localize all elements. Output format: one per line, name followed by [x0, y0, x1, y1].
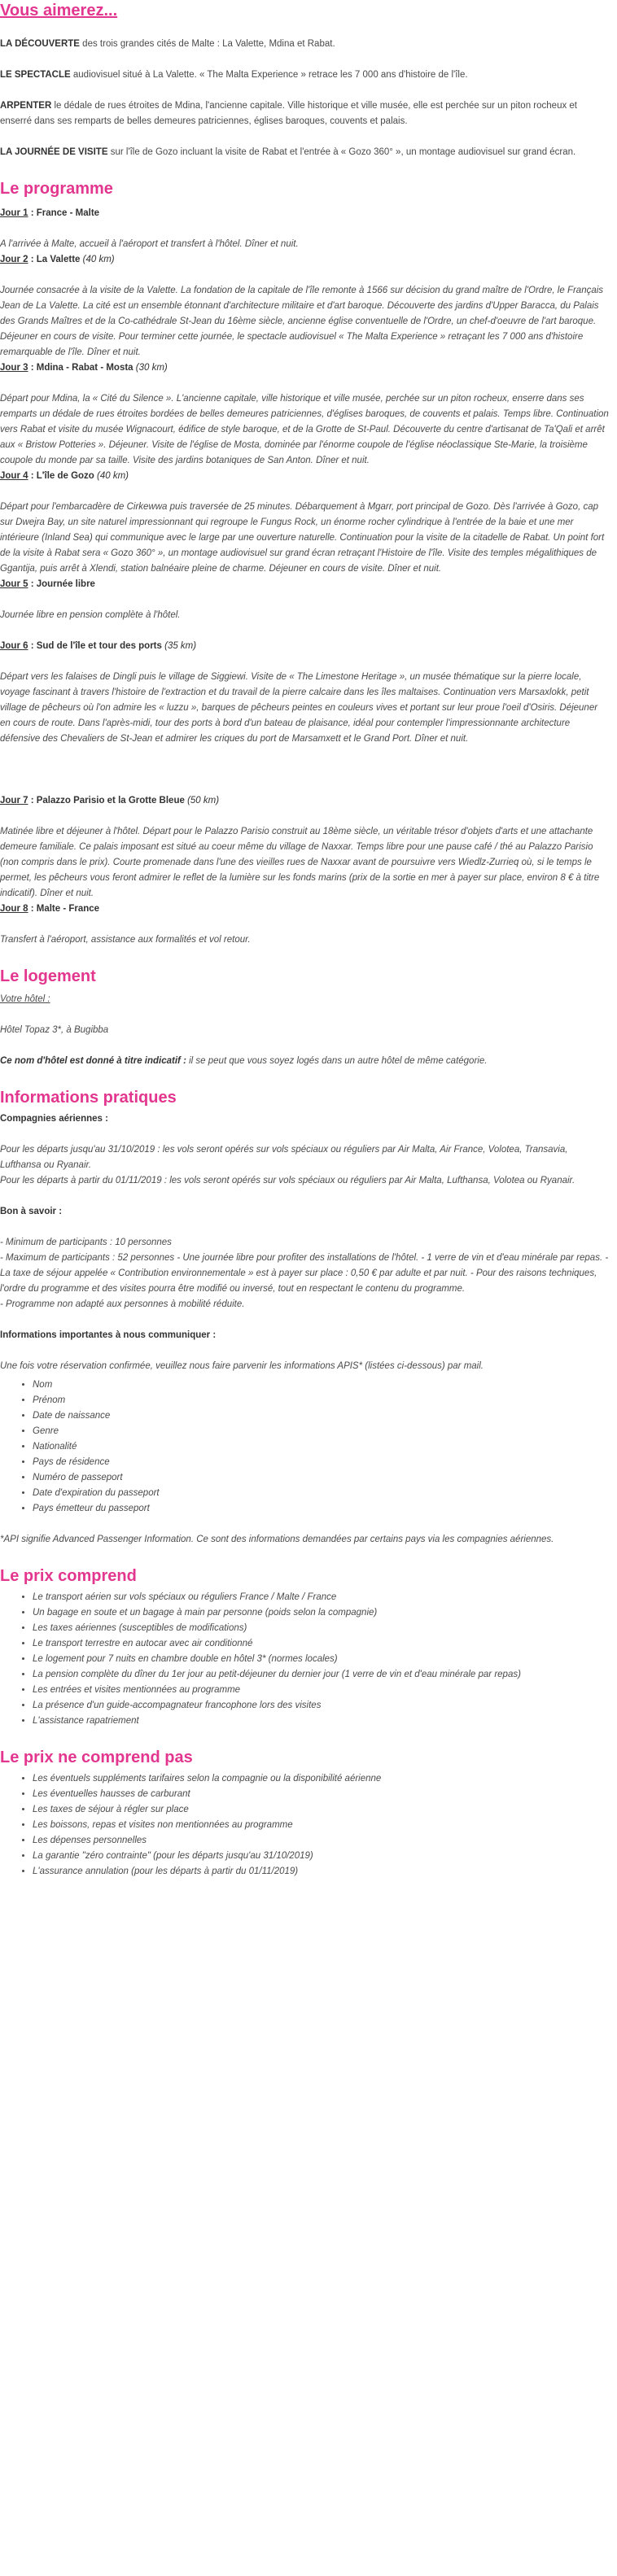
- list-item: • Les taxes aériennes (susceptibles de modifications): [33, 1621, 610, 1636]
- day-title: [0, 793, 610, 809]
- day-number: Jour 5: [0, 579, 28, 589]
- included-list: [0, 1590, 610, 1729]
- airlines-label: Compagnies aériennes :: [0, 1114, 108, 1124]
- section-title-infos: Informations pratiques: [0, 1089, 177, 1107]
- day-distance: (50 km): [184, 796, 220, 806]
- day-name: : La Valette: [28, 255, 81, 264]
- hotel-note-text: il se peut que vous soyez logés dans un autre hôtel de même catégorie.: [186, 1056, 488, 1066]
- highlight-paragraph: [0, 98, 610, 129]
- list-item: • Un bagage en soute et un bagage à main par personne (poids selon la compagnie): [33, 1605, 610, 1621]
- good-to-know-text: - Maximum de participants : 52 personnes - Une journée libre pour profiter des installations de l'hôtel. - 1 verre de vin et d'eau minérale par repas. - La taxe de séjour appelée « Contribution environnementale » est à payer sur place : 0,50 € par adulte et par nuit. - Pour des raisons techniques, l'ordre du programme et des visites pourra être modifié ou inversé, tout en respectant le contenu du programme.: [0, 1253, 609, 1294]
- hotel-note: [0, 1054, 610, 1069]
- day-name: : Malte - France: [28, 904, 100, 914]
- day-number: Jour 8: [0, 904, 28, 914]
- section-infos: [0, 1087, 610, 1548]
- day-name: : Palazzo Parisio et la Grotte Bleue: [28, 796, 185, 806]
- apis-list: [0, 1378, 610, 1517]
- day-title: [0, 902, 610, 917]
- day-description: Départ pour Mdina, la « Cité du Silence ». L'ancienne capitale, ville historique et ville musée, perchée sur un piton rocheux, enserre dans ses remparts un dédale de rues étroites bordées de belles demeures patriciennes, d'églises baroques, de couvents et palais. Temps libre. Continuation vers Rabat et visite du musée Wignacourt, édifice de style baroque, et de la Grotte de St-Paul. Découverte du centre d'artisanat de Ta'Qali et arrêt aux « Bristow Potteries ». Déjeuner. Visite de l'église de Mosta, dominée par l'énorme coupole de l'église néoclassique Ste-Marie, la troisième coupole du monde par sa taille. Visite des jardins botaniques de San Anton. Dîner et nuit.: [0, 394, 609, 465]
- section-logement: [0, 966, 610, 1069]
- airlines-text: Pour les départs jusqu'au 31/10/2019 : les vols seront opérés sur vols spéciaux ou réguliers par Air Malta, Air France, Volotea, Transavia, Lufthansa ou Ryanair.: [0, 1145, 568, 1170]
- list-item: • Les dépenses personnelles: [33, 1833, 610, 1849]
- highlight-text: le dédale de rues étroites de Mdina, l'ancienne capitale. Ville historique et ville musée, elle est perchée sur un piton rocheux et enserré dans ses remparts de belles demeures patriciennes, églises baroques, couvents et palais.: [0, 101, 577, 126]
- highlight-paragraph: [0, 37, 610, 52]
- airlines-text: Pour les départs à partir du 01/11/2019 : les vols seront opérés sur vols spéciaux ou réguliers par Air Malta, Lufthansa, Volotea ou Ryanair.: [0, 1176, 575, 1185]
- section-title-aimerez: Vous aimerez...: [0, 2, 118, 20]
- day-name: : Mdina - Rabat - Mosta: [28, 363, 133, 373]
- apis-note: *API signifie Advanced Passenger Information. Ce sont des informations demandées par certains pays via les compagnies aériennes.: [0, 1535, 554, 1544]
- list-item: • Nationalité: [33, 1439, 610, 1455]
- highlight-text: des trois grandes cités de Malte : La Valette, Mdina et Rabat.: [79, 39, 335, 49]
- list-item: • Le transport terrestre en autocar avec air conditionné: [33, 1636, 610, 1652]
- list-item: • L'assistance rapatriement: [33, 1714, 610, 1729]
- section-prix-non-comprend: [0, 1747, 610, 1880]
- day-name: : L'île de Gozo: [28, 471, 94, 481]
- list-item: • Pays émetteur du passeport: [33, 1501, 610, 1517]
- highlight-text: audiovisuel situé à La Valette. « The Malta Experience » retrace les 7 000 ans d'histoire de l'île.: [70, 70, 468, 80]
- day-name: : Journée libre: [28, 579, 95, 589]
- list-item: • Genre: [33, 1424, 610, 1439]
- list-item: • La pension complète du dîner du 1er jour au petit-déjeuner du dernier jour (1 verre de vin et d'eau minérale par repas): [33, 1667, 610, 1683]
- section-title-logement: Le logement: [0, 967, 96, 985]
- day-title: [0, 469, 610, 484]
- section-prix-comprend: [0, 1565, 610, 1729]
- section-title-comprend: Le prix comprend: [0, 1567, 137, 1585]
- list-item: • Date d'expiration du passeport: [33, 1486, 610, 1501]
- not-included-list: [0, 1771, 610, 1880]
- hotel-name: Hôtel Topaz 3*, à Bugibba: [0, 1025, 109, 1035]
- list-item: • Nom: [33, 1378, 610, 1393]
- communicate-label: Informations importantes à nous communiquer :: [0, 1330, 217, 1340]
- day-title: [0, 360, 610, 376]
- day-description: Journée consacrée à la visite de la Valette. La fondation de la capitale de l'île remonte à 1566 sur décision du grand maître de l'Ordre, le Français Jean de La Valette. La cité est un ensemble étonnant d'architecture militaire et d'art baroque. Découverte des jardins d'Upper Baracca, du Palais des Grands Maîtres et de la Co-cathédrale St-Jean du 16ème siècle, ancienne église conventuelle de l'Ordre, un chef-d'oeuvre de l'art baroque. Déjeuner en cours de visite. Pour terminer cette journée, le spectacle audiovisuel « The Malta Experience » retraçant les 7 000 ans d'histoire remarquable de l'île. Dîner et nuit.: [0, 286, 604, 357]
- day-number: Jour 1: [0, 208, 28, 218]
- day-description: Journée libre en pension complète à l'hôtel.: [0, 610, 181, 620]
- highlight-paragraph: [0, 68, 610, 83]
- day-description: A l'arrivée à Malte, accueil à l'aéroport et transfert à l'hôtel. Dîner et nuit.: [0, 239, 299, 249]
- list-item: • Les entrées et visites mentionnées au programme: [33, 1683, 610, 1698]
- highlight-bold: ARPENTER: [0, 101, 52, 111]
- day-title: [0, 577, 610, 592]
- list-item: • Le transport aérien sur vols spéciaux ou réguliers France / Malte / France: [33, 1590, 610, 1605]
- section-title-non-comprend: Le prix ne comprend pas: [0, 1749, 193, 1766]
- list-item: • Le logement pour 7 nuits en chambre double en hôtel 3* (normes locales): [33, 1652, 610, 1667]
- day-distance: (35 km): [161, 641, 197, 651]
- day-name: : France - Malte: [28, 208, 100, 218]
- list-item: • Les éventuelles hausses de carburant: [33, 1787, 610, 1802]
- list-item: • Date de naissance: [33, 1408, 610, 1424]
- hotel-label: Votre hôtel :: [0, 994, 50, 1004]
- day-distance: (40 km): [80, 255, 115, 264]
- day-distance: (40 km): [94, 471, 129, 481]
- day-distance: (30 km): [133, 363, 168, 373]
- list-item: • La présence d'un guide-accompagnateur francophone lors des visites: [33, 1698, 610, 1714]
- day-title: [0, 252, 610, 268]
- highlight-paragraph: [0, 145, 610, 160]
- day-description: Départ pour l'embarcadère de Cirkewwa puis traversée de 25 minutes. Débarquement à Mgarr, port principal de Gozo. Dès l'arrivée à Gozo, cap sur Dwejra Bay, un site naturel impressionnant qui regroupe le Fungus Rock, un énorme rocher cylindrique à l'entrée de la baie et une mer intérieure (Inland Sea) qui communique avec le large par une ouverture naturelle. Continuation pour la visite de la citadelle de Rabat. Un point fort de la visite à Rabat sera « Gozo 360° », un montage audiovisuel sur grand écran retraçant l'Histoire de l'île. Visite des temples mégalithiques de Ggantija, puis arrêt à Xlendi, station balnéaire pleine de charme. Déjeuner en cours de visite. Dîner et nuit.: [0, 502, 605, 574]
- day-number: Jour 3: [0, 363, 28, 373]
- section-title-programme: Le programme: [0, 180, 113, 198]
- list-item: • Numéro de passeport: [33, 1470, 610, 1486]
- good-to-know-label: Bon à savoir :: [0, 1207, 63, 1216]
- list-item: • L'assurance annulation (pour les départs à partir du 01/11/2019): [33, 1864, 610, 1880]
- day-number: Jour 7: [0, 796, 28, 806]
- day-number: Jour 2: [0, 255, 28, 264]
- day-title: [0, 639, 610, 654]
- hotel-note-bold: Ce nom d'hôtel est donné à titre indicatif :: [0, 1056, 186, 1066]
- list-item: • Les taxes de séjour à régler sur place: [33, 1802, 610, 1818]
- communicate-intro: Une fois votre réservation confirmée, veuillez nous faire parvenir les informations APIS* (listées ci-dessous) par mail.: [0, 1361, 484, 1371]
- day-description: Matinée libre et déjeuner à l'hôtel. Départ pour le Palazzo Parisio construit au 18ème siècle, un véritable trésor d'objets d'arts et une attachante demeure familiale. Ce palais imposant est situé au coeur même du village de Naxxar. Temps libre pour une pause café / thé au Palazzo Parisio (non compris dans le prix). Courte promenade dans l'une des vieilles rues de Naxxar avant de poursuivre vers Wiedlz-Zurrieq où, si le temps le permet, les pêcheurs vous feront admirer le reflet de la lumière sur les fonds marins (prix de la sortie en mer à payer sur place, environ 8 € à titre indicatif). Dîner et nuit.: [0, 827, 600, 898]
- list-item: • La garantie "zéro contrainte" (pour les départs jusqu'au 31/10/2019): [33, 1849, 610, 1864]
- highlight-bold: LE SPECTACLE: [0, 70, 71, 80]
- highlight-bold: LA DÉCOUVERTE: [0, 39, 80, 49]
- list-item: • Prénom: [33, 1393, 610, 1408]
- list-item: • Les boissons, repas et visites non mentionnées au programme: [33, 1818, 610, 1833]
- day-description: Transfert à l'aéroport, assistance aux formalités et vol retour.: [0, 935, 251, 945]
- section-programme: [0, 178, 610, 948]
- list-item: • Pays de résidence: [33, 1455, 610, 1470]
- highlight-text: sur l'île de Gozo incluant la visite de Rabat et l'entrée à « Gozo 360° », un montage audiovisuel sur grand écran.: [107, 147, 576, 157]
- section-vous-aimerez: [0, 0, 610, 160]
- highlight-bold: LA JOURNÉE DE VISITE: [0, 147, 108, 157]
- day-description: Départ vers les falaises de Dingli puis le village de Siggiewi. Visite de « The Limestone Heritage », un musée thématique sur la pierre locale, voyage fascinant à travers l'histoire de l'extraction et du travail de la pierre calcaire dans les îles maltaises. Continuation vers Marsaxlokk, petit village de pêcheurs où l'on admire les « luzzu », barques de pêcheurs peintes en couleurs vives et portant sur leur proue l'oeil d'Osiris. Déjeuner en cours de route. Dans l'après-midi, tour des ports à bord d'un bateau de plaisance, idéal pour contempler l'impressionnante architecture défensive des Chevaliers de St-Jean et admirer les criques du port de Marsamxett et le Grand Port. Dîner et nuit.: [0, 672, 598, 744]
- list-item: • Les éventuels suppléments tarifaires selon la compagnie ou la disponibilité aérienne: [33, 1771, 610, 1787]
- day-name: : Sud de l'île et tour des ports: [28, 641, 162, 651]
- day-number: Jour 4: [0, 471, 28, 481]
- good-to-know-text: - Minimum de participants : 10 personnes: [0, 1238, 172, 1247]
- day-number: Jour 6: [0, 641, 28, 651]
- good-to-know-text: - Programme non adapté aux personnes à mobilité réduite.: [0, 1299, 245, 1309]
- day-title: [0, 206, 610, 221]
